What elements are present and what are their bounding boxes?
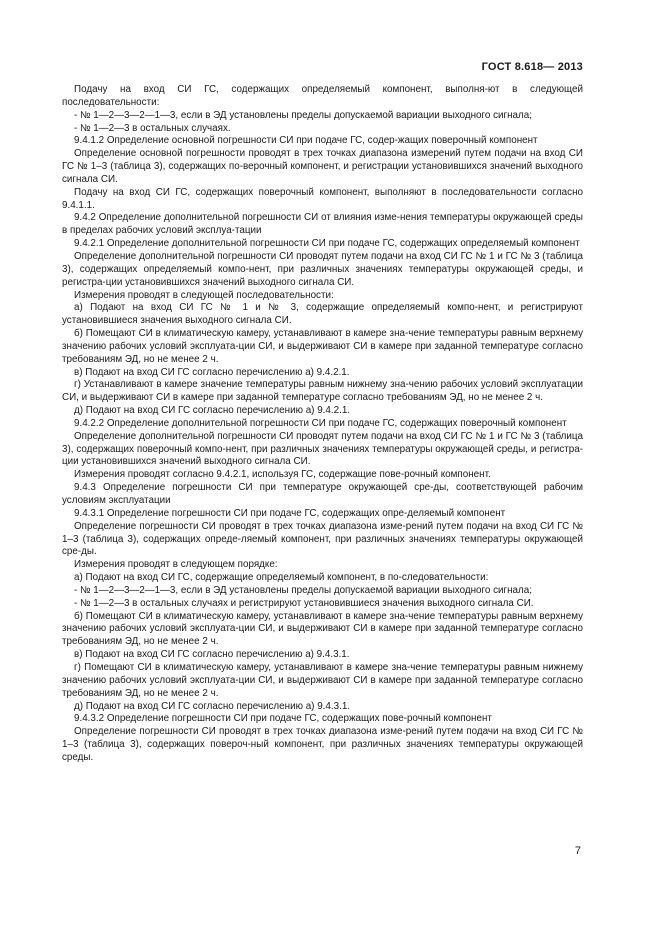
paragraph: - № 1—2—3 в остальных случаях. — [74, 122, 231, 134]
section-heading-9-4-2-2: 9.4.2.2 Определение дополнительной погрешности СИ при подаче ГС, содержащих поверочный компонент — [74, 417, 567, 429]
list-item: г) Устанавливают в камере значение температуры равным нижнему зна-чению рабочих условий эксплуатации СИ, и выдерживают СИ в камере при заданной температуре согласно требованиям ЭД, но не менее 2 ч. — [62, 379, 583, 404]
paragraph: Измерения проводят согласно 9.4.2.1, используя ГС, содержащие пове-рочный компонент. — [74, 469, 491, 481]
list-item: в) Подают на вход СИ ГС согласно перечислению а) 9.4.2.1. — [74, 366, 350, 378]
list-item: - № 1—2—3 в остальных случаях и регистрируют установившиеся значения выходного сигнала СИ. — [74, 597, 534, 609]
section-heading-9-4-1-2: 9.4.1.2 Определение основной погрешности СИ при подаче ГС, содер-жащих поверочный компонент — [74, 135, 538, 147]
list-item: б) Помещают СИ в климатическую камеру, устанавливают в камере зна-чение температуры равным верхнему значению рабочих условий эксплуата-ции СИ, и выдерживают СИ в камере при заданной температуре согласно требованиям ЭД, но не менее 2 ч. — [62, 328, 583, 365]
section-heading-9-4-3-1: 9.4.3.1 Определение погрешности СИ при подаче ГС, содержащих опре-деляемый компонент — [74, 507, 506, 519]
paragraph: Определение дополнительной погрешности СИ проводят путем подачи на вход СИ ГС № 1 и ГС № 3 (таблица 3), содержащих определяемый компо-нент, при различных значениях температуры окружающей среды, и регистра-ции установившихся значений выходного сигнала СИ. — [62, 250, 583, 288]
paragraph: - № 1—2—3—2—1—3, если в ЭД установлены пределы допускаемой вариации выходного сигнала; — [74, 109, 532, 121]
section-heading-9-4-2: 9.4.2 Определение дополнительной погрешности СИ от влияния изме-нения температуры окружающей среды в пределах рабочих условий эксплуа-тации — [62, 212, 583, 237]
list-item: а) Подают на вход СИ ГС, содержащие определяемый компонент, в по-следовательности: — [74, 572, 489, 584]
section-heading-9-4-3: 9.4.3 Определение погрешности СИ при температуре окружающей сре-ды, соответствующей рабочим условиям эксплуатации — [62, 482, 583, 506]
page-number: 7 — [574, 845, 581, 857]
section-heading-9-4-3-2: 9.4.3.2 Определение погрешности СИ при подаче ГС, содержащих пове-рочный компонент — [74, 713, 492, 725]
list-item: г) Помещают СИ в климатическую камеру, устанавливают в камере зна-чение температуры равным нижнему значению рабочих условий эксплуата-ции СИ, и выдерживают СИ в камере при заданной температуре согласно требованиям ЭД, но не менее 2 ч. — [62, 661, 583, 699]
list-item: - № 1—2—3—2—1—3, если в ЭД установлены пределы допускаемой вариации выходного сигнала; — [74, 584, 532, 596]
paragraph: Определение погрешности СИ проводят в трех точках диапазона изме-рений путем подачи на вход СИ ГС № 1–3 (таблица 3), содержащих повероч-ный компонент, при различных значениях температуры окружающей среды. — [62, 726, 583, 763]
paragraph: Подачу на вход СИ ГС, содержащих поверочный компонент, выполняют в последовательности согласно 9.4.1.1. — [62, 186, 583, 211]
paragraph: Определение основной погрешности проводят в трех точках диапазона измерений путем подачи на вход СИ ГС № 1–3 (таблица 3), содержащих по-верочный компонент, и регистрации установившихся значений выходного сигнала СИ. — [62, 148, 583, 185]
body-text — [62, 84, 583, 765]
paragraph: Определение дополнительной погрешности СИ проводят путем подачи на вход СИ ГС № 1 и ГС № 3 (таблица 3), содержащих поверочный компо-нент, при различных значениях температуры окружающей среды, и регистра-ции установившихся значений выходного сигнала СИ. — [62, 430, 583, 468]
standard-header: ГОСТ 8.618— 2013 — [481, 61, 583, 73]
paragraph: Измерения проводят в следующей последовательности: — [74, 289, 334, 301]
list-item: в) Подают на вход СИ ГС согласно перечислению а) 9.4.3.1. — [74, 649, 350, 661]
paragraph: Подачу на вход СИ ГС, содержащих определяемый компонент, выполня-ют в следующей последовательности: — [62, 84, 583, 108]
paragraph: Измерения проводят в следующем порядке: — [74, 559, 278, 571]
list-item: д) Подают на вход СИ ГС согласно перечислению а) 9.4.2.1. — [74, 405, 351, 417]
list-item: б) Помещают СИ в климатическую камеру, устанавливают в камере зна-чение температуры равным верхнему значению рабочих условий эксплуата-ции СИ, и выдерживают СИ в камере при заданной температуре согласно требованиям ЭД, но не менее 2 ч. — [62, 610, 583, 648]
paragraph: Определение погрешности СИ проводят в трех точках диапазона изме-рений путем подачи на вход СИ ГС № 1–3 (таблица 3), содержащих опреде-ляемый компонент, при различных значениях температуры окружающей сре-ды. — [62, 520, 583, 558]
list-item: д) Подают на вход СИ ГС согласно перечислению а) 9.4.3.1. — [74, 700, 351, 712]
list-item: а) Подают на вход СИ ГС № 1 и № 3, содержащие определяемый компо-нент, и регистрируют установившиеся значения выходного сигнала СИ. — [62, 302, 583, 327]
section-heading-9-4-2-1: 9.4.2.1 Определение дополнительной погрешности СИ при подаче ГС, содержащих определяемый компонент — [74, 238, 580, 250]
